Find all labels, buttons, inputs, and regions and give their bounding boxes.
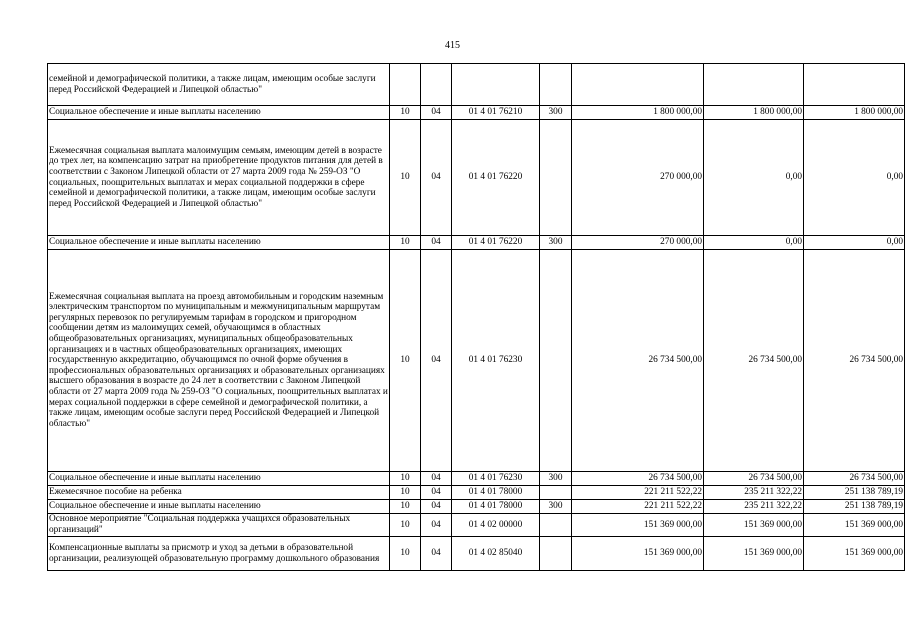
target-article [452, 64, 540, 106]
expense-type [540, 486, 572, 500]
target-article: 01 4 01 78000 [452, 486, 540, 500]
target-article: 01 4 01 76230 [452, 250, 540, 472]
amount-year-3: 1 800 000,00 [804, 106, 905, 120]
section-code: 10 [390, 514, 421, 537]
amount-year-2: 151 369 000,00 [704, 514, 804, 537]
amount-year-1: 26 734 500,00 [572, 472, 704, 486]
amount-year-1: 270 000,00 [572, 120, 704, 236]
budget-table [47, 63, 905, 571]
subsection-code: 04 [421, 236, 452, 250]
expense-type: 300 [540, 236, 572, 250]
amount-year-2 [704, 64, 804, 106]
amount-year-3: 0,00 [804, 120, 905, 236]
subsection-code: 04 [421, 500, 452, 514]
amount-year-2: 0,00 [704, 120, 804, 236]
amount-year-3: 251 138 789,19 [804, 500, 905, 514]
amount-year-1: 221 211 522,22 [572, 500, 704, 514]
section-code: 10 [390, 236, 421, 250]
subsection-code: 04 [421, 486, 452, 500]
amount-year-1: 26 734 500,00 [572, 250, 704, 472]
table-row [48, 472, 905, 486]
section-code: 10 [390, 500, 421, 514]
amount-year-3: 151 369 000,00 [804, 537, 905, 571]
subsection-code: 04 [421, 250, 452, 472]
row-name: семейной и демографической политики, а также лицам, имеющим особые заслуги перед Российской Федерацией и Липецкой областью" [48, 64, 390, 106]
amount-year-2: 0,00 [704, 236, 804, 250]
amount-year-2: 235 211 322,22 [704, 486, 804, 500]
row-name: Ежемесячная социальная выплата на проезд автомобильным и городским наземным электрическим транспортом по муниципальным и межмуниципальным маршрутам регулярных перевозок по регулируемым тарифам в городском и пригородном сообщении детям из малоимущих семей, обучающимся в областных общеобразовательных организациях, муниципальных общеобразовательных организациях и в частных общеобразовательных организациях, имеющих государственную аккредитацию, обучающимся по очной форме обучения в профессиональных образовательных организациях и образовательных организациях высшего образования в возрасте до 24 лет в соответствии с Законом Липецкой области от 27 марта 2009 года № 259-ОЗ "О социальных, поощрительных выплатах и мерах социальной поддержки в сфере семейной и демографической политики, а также лицам, имеющим особые заслуги перед Российской Федерацией и Липецкой областью" [48, 250, 390, 472]
amount-year-2: 26 734 500,00 [704, 472, 804, 486]
section-code: 10 [390, 250, 421, 472]
row-name: Социальное обеспечение и иные выплаты населению [48, 106, 390, 120]
table-body [48, 64, 905, 571]
subsection-code: 04 [421, 120, 452, 236]
amount-year-2: 235 211 322,22 [704, 500, 804, 514]
amount-year-3 [804, 64, 905, 106]
target-article: 01 4 01 76220 [452, 236, 540, 250]
expense-type [540, 537, 572, 571]
table-row [48, 106, 905, 120]
expense-type: 300 [540, 106, 572, 120]
amount-year-2: 26 734 500,00 [704, 250, 804, 472]
table-row [48, 514, 905, 537]
page-number: 415 [445, 40, 460, 51]
amount-year-3: 251 138 789,19 [804, 486, 905, 500]
section-code: 10 [390, 472, 421, 486]
expense-type [540, 120, 572, 236]
table-row [48, 500, 905, 514]
amount-year-1: 221 211 522,22 [572, 486, 704, 500]
amount-year-2: 1 800 000,00 [704, 106, 804, 120]
subsection-code: 04 [421, 514, 452, 537]
amount-year-3: 26 734 500,00 [804, 250, 905, 472]
amount-year-1: 151 369 000,00 [572, 514, 704, 537]
row-name: Компенсационные выплаты за присмотр и уход за детьми в образовательной организации, реализующей образовательную программу дошкольного образования [48, 537, 390, 571]
amount-year-1: 151 369 000,00 [572, 537, 704, 571]
section-code: 10 [390, 486, 421, 500]
amount-year-1: 1 800 000,00 [572, 106, 704, 120]
subsection-code: 04 [421, 537, 452, 571]
subsection-code: 04 [421, 472, 452, 486]
expense-type [540, 514, 572, 537]
subsection-code [421, 64, 452, 106]
subsection-code: 04 [421, 106, 452, 120]
section-code: 10 [390, 120, 421, 236]
expense-type: 300 [540, 472, 572, 486]
table-row [48, 64, 905, 106]
target-article: 01 4 02 85040 [452, 537, 540, 571]
expense-type [540, 250, 572, 472]
expense-type [540, 64, 572, 106]
target-article: 01 4 01 76220 [452, 120, 540, 236]
row-name: Социальное обеспечение и иные выплаты населению [48, 236, 390, 250]
amount-year-3: 26 734 500,00 [804, 472, 905, 486]
row-name: Ежемесячная социальная выплата малоимущим семьям, имеющим детей в возрасте до трех лет, на компенсацию затрат на приобретение продуктов питания для детей в соответствии с Законом Липецкой области от 27 марта 2009 года № 259-ОЗ "О социальных, поощрительных выплатах и мерах социальной поддержки в сфере семейной и демографической политики, а также лицам, имеющим особые заслуги перед Российской Федерацией и Липецкой областью" [48, 120, 390, 236]
table-row [48, 236, 905, 250]
target-article: 01 4 01 76210 [452, 106, 540, 120]
row-name: Социальное обеспечение и иные выплаты населению [48, 500, 390, 514]
table-row [48, 120, 905, 236]
section-code: 10 [390, 537, 421, 571]
section-code: 10 [390, 106, 421, 120]
target-article: 01 4 02 00000 [452, 514, 540, 537]
table-row [48, 486, 905, 500]
table-row [48, 250, 905, 472]
expense-type: 300 [540, 500, 572, 514]
target-article: 01 4 01 76230 [452, 472, 540, 486]
row-name: Основное мероприятие "Социальная поддержка учащихся образовательных организаций" [48, 514, 390, 537]
amount-year-3: 0,00 [804, 236, 905, 250]
amount-year-1: 270 000,00 [572, 236, 704, 250]
row-name: Социальное обеспечение и иные выплаты населению [48, 472, 390, 486]
amount-year-1 [572, 64, 704, 106]
amount-year-2: 151 369 000,00 [704, 537, 804, 571]
row-name: Ежемесячное пособие на ребенка [48, 486, 390, 500]
table-row [48, 537, 905, 571]
section-code [390, 64, 421, 106]
amount-year-3: 151 369 000,00 [804, 514, 905, 537]
target-article: 01 4 01 78000 [452, 500, 540, 514]
